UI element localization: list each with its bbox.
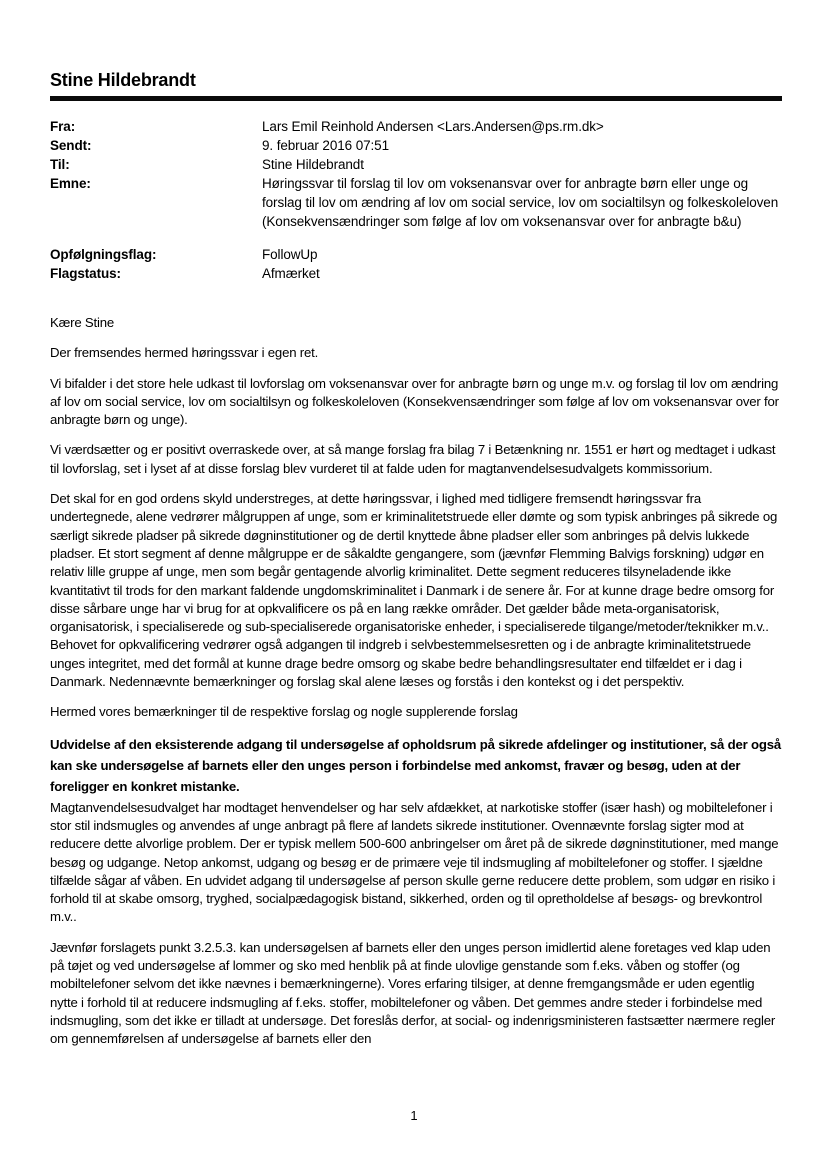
email-header — [50, 70, 782, 283]
paragraph-jaevnfoer: Jævnfør forslagets punkt 3.2.5.3. kan undersøgelsen af barnets eller den unges person imidlertid alene foretages ved klap uden på tøjet og ved undersøgelse af lommer og sko med henblik på at finde ulovlige genstande som f.eks. våben og stoffer (og mobiltelefoner selvom det ikke nævnes i bemærkningerne). Vores erfaring tilsiger, at denne fremgangsmåde er uden egentlig nytte i forhold til at reducere indsmugling af f.eks. stoffer, mobiltelefoner og våben. Det gemmes andre steder i forbindelse med indsmugling, som det ikke er tilladt at undersøge. Det foreslås derfor, at social- og indenrigsministeren fastsætter nærmere regler om gennemførelsen af undersøgelse af barnets eller den — [50, 939, 776, 1047]
paragraph-vaerdsaetter: Vi værdsætter og er positivt overraskede over, at så mange forslag fra bilag 7 i Betænkning nr. 1551 er hørt og medtaget i udkast til lovforslag, set i lyset af at disse forslag blev vurderet til at falde uden for magtanvendelsesudvalgets kommissorium. — [50, 442, 776, 476]
meta-row-sent — [50, 136, 782, 155]
paragraph-magtanvendelse: Magtanvendelsesudvalget har modtaget henvendelser og har selv afdækket, at narkotiske stoffer (især hash) og mobiltelefoner i stor stil indsmugles og anvendes af unge anbragt på flere af landets sikrede institutioner. Ovennævnte forslag sigter mod at reducere dette alvorlige problem. Der er typisk mellem 500-600 anbringelser om året på de sikrede døgninstitutioner, med mange besøg og udgange. Netop ankomst, udgang og besøg er de primære veje til indsmugling af mobiltelefoner og stoffer. I sjældne tilfælde sågar af våben. En udvidet adgang til undersøgelse af person skulle gerne reducere dette problem, som udgør en risiko i forhold til at skabe omsorg, tryghed, socialpædagogisk bistand, sikkerhed, orden og til opretholdelse af besøgs- og brevkontrol m.v.. — [50, 799, 779, 925]
meta-row-flag-status — [50, 264, 782, 283]
section-heading-udvidelse: Udvidelse af den eksisterende adgang til undersøgelse af opholdsrum på sikrede afdelinger og institutioner, så der også kan ske undersøgelse af barnets eller den unges person i forbindelse med ankomst, fravær og besøg, uden at der foreligger en konkret mistanke. — [50, 736, 782, 794]
to-value: Stine Hildebrandt — [262, 157, 364, 172]
greeting: Kære Stine — [50, 315, 114, 330]
meta-row-from — [50, 117, 782, 136]
followup-flag-label: Opfølgningsflag: — [50, 247, 157, 262]
flag-status-value: Afmærket — [262, 266, 320, 281]
sent-label: Sendt: — [50, 138, 92, 153]
followup-flag-value: FollowUp — [262, 247, 318, 262]
paragraph-intro: Der fremsendes hermed høringssvar i egen ret. — [50, 345, 319, 361]
from-label: Fra: — [50, 119, 76, 134]
meta-row-subject — [50, 174, 782, 231]
to-label: Til: — [50, 157, 70, 172]
paragraph-detskal: Det skal for en god ordens skyld understreges, at dette høringssvar, i lighed med tidligere fremsendt høringssvar fra undertegnede, alene vedrører målgruppen af unge, som er kriminalitetstruede eller dømte og som typisk anbringes på sikrede og særligt sikrede pladser på sikrede døgninstitutioner og de dertil knyttede åbne pladser eller som anbringes på delvis lukkede pladser. Et stort segment af denne målgruppe er de såkaldte gengangere, som (jævnfør Flemming Balvigs forskning) udgør en relativ lille gruppe af unge, men som begår gentagende alvorlig kriminalitet. Dette segment reduceres tilsyneladende ikke kvantitativt til trods for den markant faldende ungdomskriminalitet i Danmark i de senere år. For at kunne drage bedre omsorg for disse sårbare unge har vi brug for at opkvalificere os på en lang række områder. Det gælder både meta-organisatorisk, organisatorisk, i specialiserede og sub-specialiserede organisatoriske enheder, i specialiserede tilgange/metoder/teknikker m.v.. Behovet for opkvalificering vedrører også adgangen til indgreb i selvbestemmelsesretten og i de anbragte kriminalitetstruede unges integritet, med det formål at kunne drage bedre omsorg og skabe bedre behandlingsresultater end tilfældet er i dag i Danmark. Nedennævnte bemærkninger og forslag skal alene læses og forstås i den kontekst og i det perspektiv. — [50, 491, 778, 690]
meta-row-followup-flag — [50, 245, 782, 264]
meta-row-to — [50, 155, 782, 174]
page-number: 1 — [410, 1108, 418, 1123]
mailbox-owner-name: Stine Hildebrandt — [50, 70, 196, 90]
from-value: Lars Emil Reinhold Andersen <Lars.Andersen@ps.rm.dk> — [262, 119, 604, 134]
sent-value: 9. februar 2016 07:51 — [262, 138, 390, 153]
flag-fields — [50, 245, 782, 283]
email-body — [50, 314, 782, 1049]
email-meta-fields — [50, 117, 782, 283]
flag-status-label: Flagstatus: — [50, 266, 121, 281]
paragraph-hermed: Hermed vores bemærkninger til de respektive forslag og nogle supplerende forslag — [50, 704, 518, 720]
subject-label: Emne: — [50, 176, 91, 191]
subject-value: Høringssvar til forslag til lov om voksenansvar over for anbragte børn eller unge og forslag til lov om ændring af lov om social service, lov om socialtilsyn og folkeskoleloven (Konsekvensændringer som følge af lov om voksenansvar over for anbragte b&u) — [262, 176, 779, 229]
header-divider — [50, 96, 782, 101]
paragraph-bifalder: Vi bifalder i det store hele udkast til lovforslag om voksenansvar over for anbragte børn og unge m.v. og forslag til lov om ændring af lov om social service, lov om socialtilsyn og folkeskoleloven (Konsekvensændringer som følge af lov om voksenansvar over for anbragte børn og unge). — [50, 375, 779, 428]
